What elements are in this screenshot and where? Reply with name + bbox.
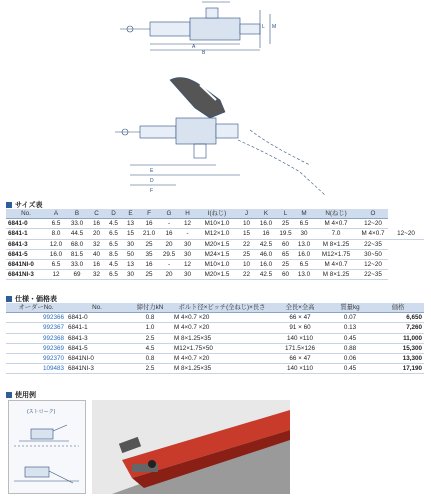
table-cell: 13 <box>122 260 139 270</box>
table-cell: M 8×1.25×35 <box>172 333 272 343</box>
table-cell: 16 <box>88 219 105 229</box>
table-cell: M 4×0.7 <box>358 229 388 239</box>
table-row <box>6 343 424 353</box>
table-cell: 4.5 <box>128 343 172 353</box>
table-cell: 16 <box>159 229 179 239</box>
table-cell: 4.5 <box>105 219 122 229</box>
table-row <box>6 313 424 323</box>
table-cell: M 4×0.7 ×20 <box>172 323 272 333</box>
order-number-link[interactable]: 109483 <box>6 364 66 374</box>
table-cell: M 8×1.25 <box>314 239 358 249</box>
table-cell: 0.88 <box>328 343 372 353</box>
table-cell: M 4×0.7 <box>314 260 358 270</box>
table-cell: 33.0 <box>66 260 88 270</box>
table-cell: 81.5 <box>66 249 88 259</box>
table-cell: 16.0 <box>46 249 66 259</box>
table-cell: 0.8 <box>128 354 172 364</box>
column-header: I(ねじ) <box>196 209 238 219</box>
table-cell: 91 × 60 <box>272 323 328 333</box>
table-cell: 12.0 <box>46 239 66 249</box>
column-header: M <box>294 209 314 219</box>
table-cell: 46.0 <box>255 249 277 259</box>
table-cell: 6.5 <box>105 239 122 249</box>
column-header: A <box>46 209 66 219</box>
table-cell: 6.5 <box>105 270 122 280</box>
dim-label: E <box>150 168 154 174</box>
table-cell: 12~20 <box>358 219 388 229</box>
column-header: E <box>122 209 139 219</box>
table-cell: 2.5 <box>128 364 172 374</box>
table-cell: 60 <box>277 239 294 249</box>
table-cell: 22 <box>238 239 255 249</box>
column-header: ボルト径×ピッチ(全ねじ)×長さ <box>172 303 272 313</box>
table-cell: 6841NI-3 <box>6 270 46 280</box>
table-cell: 30~50 <box>358 249 388 259</box>
table-cell: M 4×0.7 ×20 <box>172 354 272 364</box>
table-cell: 30 <box>122 239 139 249</box>
order-number-link[interactable]: 992367 <box>6 323 66 333</box>
column-header: No. <box>6 209 46 219</box>
size-table <box>6 209 424 280</box>
table-cell: 10 <box>238 219 255 229</box>
dim-label: D <box>150 178 154 184</box>
table-cell: 16 <box>139 219 159 229</box>
column-header: L <box>277 209 294 219</box>
column-header: 価格 <box>372 303 424 313</box>
table-cell: 12 <box>179 260 196 270</box>
table-cell: 140 ×110 <box>272 333 328 343</box>
column-header: G <box>159 209 179 219</box>
dim-label: M <box>272 24 277 30</box>
table-cell: 68.0 <box>66 239 88 249</box>
table-cell: 6841-3 <box>6 239 46 249</box>
table-row <box>6 239 424 249</box>
table-cell: M10×1.0 <box>196 219 238 229</box>
table-cell: 30 <box>294 229 314 239</box>
table-row <box>6 260 424 270</box>
table-cell: 140 ×110 <box>272 364 328 374</box>
table-cell: 42.5 <box>255 270 277 280</box>
table-cell: 22 <box>238 270 255 280</box>
table-cell: 0.06 <box>328 354 372 364</box>
table-cell: 6,650 <box>372 313 424 323</box>
table-cell: 2.5 <box>128 333 172 343</box>
usage-photo <box>92 400 290 494</box>
table-cell: 0.45 <box>328 364 372 374</box>
table-cell: M 4×0.7 <box>314 219 358 229</box>
table-cell: 11,000 <box>372 333 424 343</box>
table-cell: 16 <box>139 260 159 270</box>
table-cell: 13 <box>122 219 139 229</box>
table-cell: M 4×0.7 ×20 <box>172 313 272 323</box>
table-row <box>6 333 424 343</box>
table-row <box>6 323 424 333</box>
size-table-header-row <box>6 209 424 219</box>
table-cell: 29.5 <box>159 249 179 259</box>
table-cell: 22~35 <box>358 239 388 249</box>
table-cell: 6.5 <box>46 219 66 229</box>
order-number-link[interactable]: 992369 <box>6 343 66 353</box>
table-cell: 16 <box>255 229 277 239</box>
table-cell: 12 <box>46 270 66 280</box>
column-header: F <box>139 209 159 219</box>
column-header: 全長×全高 <box>272 303 328 313</box>
table-cell: 30 <box>179 239 196 249</box>
table-cell: 6.5 <box>294 260 314 270</box>
column-header: 締付力kN <box>128 303 172 313</box>
section-marker <box>6 296 12 302</box>
usage-diagram <box>8 400 86 494</box>
table-cell: 6841-3 <box>66 333 128 343</box>
column-header: K <box>255 209 277 219</box>
table-cell: M24×1.5 <box>196 249 238 259</box>
table-cell: 66 × 47 <box>272 354 328 364</box>
table-cell: 33.0 <box>66 219 88 229</box>
table-cell: 30 <box>179 249 196 259</box>
table-cell: 6841-5 <box>66 343 128 353</box>
table-cell: 6841-0 <box>66 313 128 323</box>
table-cell: M12×1.75×50 <box>172 343 272 353</box>
table-cell: 0.07 <box>328 313 372 323</box>
table-cell: 42.5 <box>255 239 277 249</box>
table-row <box>6 270 424 280</box>
clamp-technical-drawing <box>110 0 340 200</box>
table-cell: 6841NI-3 <box>66 364 128 374</box>
table-cell: - <box>179 229 196 239</box>
table-cell: 15 <box>238 229 255 239</box>
table-row <box>6 219 424 229</box>
table-cell: 35 <box>139 249 159 259</box>
table-cell: 25 <box>277 219 294 229</box>
column-header: D <box>105 209 122 219</box>
table-cell: 7.0 <box>314 229 358 239</box>
table-row <box>6 354 424 364</box>
table-cell: 21.0 <box>139 229 159 239</box>
table-cell: 66 × 47 <box>272 313 328 323</box>
table-cell: 20 <box>159 239 179 249</box>
table-cell: 25 <box>139 270 159 280</box>
table-cell: 4.5 <box>105 260 122 270</box>
table-cell: 13,300 <box>372 354 424 364</box>
table-cell: 69 <box>66 270 88 280</box>
dim-label: F <box>150 188 154 194</box>
table-cell: 16.0 <box>294 249 314 259</box>
table-cell: M 8×1.25×35 <box>172 364 272 374</box>
table-cell: 1.0 <box>128 323 172 333</box>
column-header: O <box>358 209 388 219</box>
table-cell: M 8×1.25 <box>314 270 358 280</box>
table-cell: 44.5 <box>66 229 88 239</box>
table-cell: 8.5 <box>105 249 122 259</box>
usage-title: 使用例 <box>15 391 36 399</box>
table-cell: 25 <box>238 249 255 259</box>
order-number-link[interactable]: 992368 <box>6 333 66 343</box>
table-cell: 16.0 <box>255 219 277 229</box>
table-cell: 65 <box>277 249 294 259</box>
table-cell: 6841NI-0 <box>66 354 128 364</box>
table-cell: M20×1.5 <box>196 270 238 280</box>
table-cell: 20 <box>159 270 179 280</box>
table-cell: 19.5 <box>277 229 294 239</box>
table-cell: M12×1.75 <box>314 249 358 259</box>
section-marker <box>6 202 12 208</box>
column-header: B <box>66 209 88 219</box>
spec-table-header-row <box>6 303 424 313</box>
table-row <box>6 249 424 259</box>
order-number-link[interactable]: 992370 <box>6 354 66 364</box>
table-cell: 20 <box>88 229 105 239</box>
table-cell: 12~20 <box>388 229 424 239</box>
table-cell: 16.0 <box>255 260 277 270</box>
table-cell: 6841-1 <box>66 323 128 333</box>
table-cell: 6841NI-0 <box>6 260 46 270</box>
table-cell: 6841-1 <box>6 229 46 239</box>
table-cell: 10 <box>238 260 255 270</box>
spec-table <box>6 303 424 374</box>
dim-label: B <box>202 50 206 56</box>
column-header: J <box>238 209 255 219</box>
table-cell: 6841-0 <box>6 219 46 229</box>
table-cell: 13.0 <box>294 239 314 249</box>
section-marker <box>6 392 12 398</box>
table-cell: 60 <box>277 270 294 280</box>
dim-label: L <box>262 24 265 30</box>
spec-table-title: 仕様・価格表 <box>15 295 57 303</box>
table-cell: 6.5 <box>105 229 122 239</box>
dim-label: A <box>192 44 196 50</box>
table-cell: 6.5 <box>294 219 314 229</box>
table-cell: 22~35 <box>358 270 388 280</box>
table-cell: 25 <box>139 239 159 249</box>
column-header: 質量kg <box>328 303 372 313</box>
table-cell: 50 <box>122 249 139 259</box>
table-cell: 30 <box>122 270 139 280</box>
usage-heading <box>6 390 36 400</box>
column-header: オーダーNo. <box>6 303 66 313</box>
table-row <box>6 229 424 239</box>
column-header: No. <box>66 303 128 313</box>
table-cell: M20×1.5 <box>196 239 238 249</box>
table-cell: 25 <box>277 260 294 270</box>
table-cell: - <box>159 219 179 229</box>
column-header: N(ねじ) <box>314 209 358 219</box>
table-cell: 12 <box>179 219 196 229</box>
usage-diagram-label: (ストローク) <box>27 409 56 415</box>
table-cell: 32 <box>88 270 105 280</box>
table-cell: 8.0 <box>46 229 66 239</box>
table-cell: 12~20 <box>358 260 388 270</box>
size-table-title: サイズ表 <box>15 201 43 209</box>
table-cell: 13.0 <box>294 270 314 280</box>
table-cell: 171.5×126 <box>272 343 328 353</box>
table-cell: 15,300 <box>372 343 424 353</box>
table-cell: 30 <box>179 270 196 280</box>
table-cell: - <box>159 260 179 270</box>
column-header: C <box>88 209 105 219</box>
table-cell: 17,190 <box>372 364 424 374</box>
table-row <box>6 364 424 374</box>
column-header: H <box>179 209 196 219</box>
table-cell: 32 <box>88 239 105 249</box>
table-cell: 0.8 <box>128 313 172 323</box>
table-cell: 7,260 <box>372 323 424 333</box>
table-cell: 0.13 <box>328 323 372 333</box>
table-cell: 6.5 <box>46 260 66 270</box>
table-cell: M12×1.0 <box>196 229 238 239</box>
table-cell: 15 <box>122 229 139 239</box>
table-cell: 16 <box>88 260 105 270</box>
table-cell: 6841-5 <box>6 249 46 259</box>
table-cell: 0.45 <box>328 333 372 343</box>
order-number-link[interactable]: 992366 <box>6 313 66 323</box>
table-cell: M10×1.0 <box>196 260 238 270</box>
table-cell: 40 <box>88 249 105 259</box>
